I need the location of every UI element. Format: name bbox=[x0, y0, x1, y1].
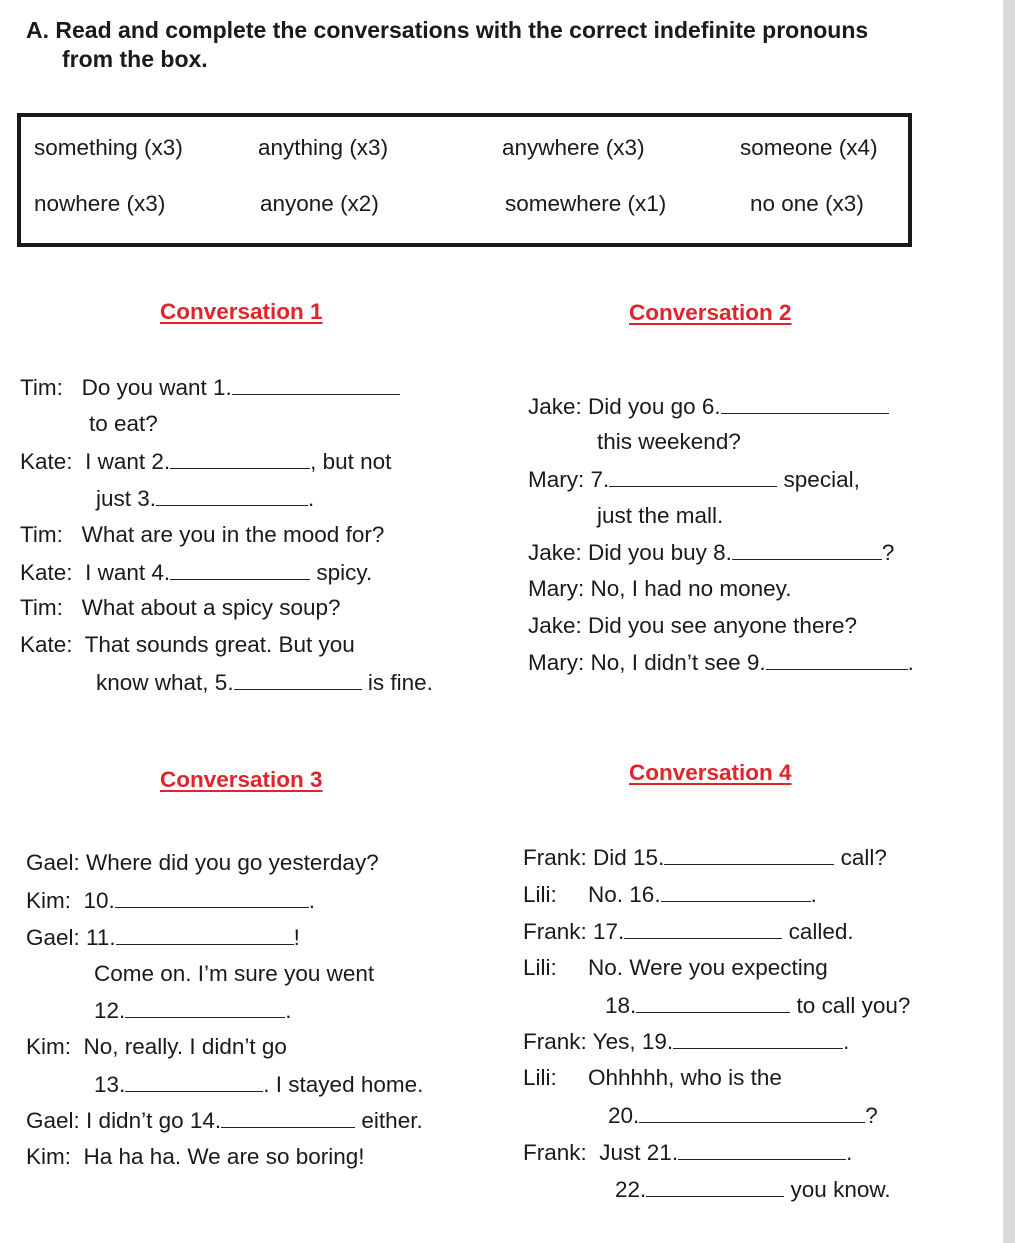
line-text: I want 2. bbox=[85, 449, 171, 474]
speaker: Kim: bbox=[26, 888, 71, 913]
dialogue-line bbox=[523, 1139, 852, 1166]
dialogue-line bbox=[20, 632, 355, 658]
line-text: 7. bbox=[590, 467, 610, 492]
speaker: Jake: bbox=[528, 540, 582, 565]
speaker: Jake: bbox=[528, 613, 582, 638]
speaker: Mary: bbox=[528, 650, 585, 675]
speaker: Mary: bbox=[528, 576, 585, 601]
answer-blank-8[interactable] bbox=[732, 539, 882, 560]
line-text: No. Were you expecting bbox=[588, 955, 828, 980]
dialogue-line bbox=[528, 576, 791, 602]
dialogue-line bbox=[528, 649, 914, 676]
line-text-after: special, bbox=[783, 467, 860, 492]
word-box-item: anyone (x2) bbox=[260, 191, 379, 216]
dialogue-line bbox=[528, 466, 860, 493]
dialogue-line bbox=[94, 997, 292, 1024]
answer-blank-12[interactable] bbox=[125, 997, 285, 1018]
dialogue-line bbox=[615, 1176, 891, 1203]
speaker: Lili: bbox=[523, 955, 557, 980]
dialogue-line bbox=[523, 918, 854, 945]
instructions-line-1: A. Read and complete the conversations with the correct indefinite pronouns bbox=[26, 17, 869, 43]
line-text-after: . bbox=[308, 486, 315, 511]
speaker: Tim: bbox=[20, 522, 63, 547]
answer-blank-7[interactable] bbox=[609, 466, 777, 487]
answer-blank-2[interactable] bbox=[170, 448, 310, 469]
line-text-after: . bbox=[810, 882, 817, 907]
speaker: Lili: bbox=[523, 882, 557, 907]
answer-blank-21[interactable] bbox=[678, 1139, 846, 1160]
line-text-after: either. bbox=[361, 1108, 423, 1133]
line-text-after: call? bbox=[840, 845, 887, 870]
line-text: No, I didn’t see 9. bbox=[590, 650, 766, 675]
speaker: Jake: bbox=[528, 394, 582, 419]
line-text: 17. bbox=[593, 919, 625, 944]
line-text-after: called. bbox=[788, 919, 854, 944]
exercise-instructions bbox=[26, 16, 986, 74]
line-text-after: ? bbox=[881, 540, 895, 565]
speaker: Kate: bbox=[20, 632, 73, 657]
dialogue-line bbox=[605, 992, 910, 1019]
speaker: Gael: bbox=[26, 850, 80, 875]
conversation-1-heading: Conversation 1 bbox=[160, 299, 323, 324]
word-box bbox=[17, 113, 912, 247]
speaker: Gael: bbox=[26, 1108, 80, 1133]
speaker: Kim: bbox=[26, 1144, 71, 1169]
instructions-line-2: from the box. bbox=[62, 46, 208, 72]
dialogue-line bbox=[20, 448, 391, 475]
word-box-item: someone (x4) bbox=[740, 135, 878, 160]
line-text: 13. bbox=[94, 1072, 126, 1097]
line-text-after: ? bbox=[865, 1103, 878, 1128]
speaker: Tim: bbox=[20, 595, 63, 620]
speaker: Kate: bbox=[20, 449, 73, 474]
dialogue-line bbox=[96, 669, 433, 696]
answer-blank-6[interactable] bbox=[721, 393, 889, 414]
answer-blank-1[interactable] bbox=[232, 374, 400, 395]
speaker: Frank: bbox=[523, 845, 587, 870]
answer-blank-15[interactable] bbox=[664, 844, 834, 865]
answer-blank-22[interactable] bbox=[646, 1176, 784, 1197]
line-text-after: . bbox=[285, 998, 292, 1023]
line-text: I didn’t go 14. bbox=[86, 1108, 222, 1133]
line-text: Ha ha ha. We are so boring! bbox=[83, 1144, 365, 1169]
line-text-after: . bbox=[907, 650, 914, 675]
word-box-item: somewhere (x1) bbox=[505, 191, 667, 216]
line-text: just the mall. bbox=[597, 503, 724, 528]
line-text: this weekend? bbox=[597, 429, 741, 454]
line-text: 20. bbox=[608, 1103, 640, 1128]
dialogue-line bbox=[523, 881, 817, 908]
line-text-after: spicy. bbox=[316, 560, 373, 585]
dialogue-line bbox=[94, 1071, 423, 1098]
conversation-4-heading: Conversation 4 bbox=[629, 760, 792, 785]
line-text: 11. bbox=[86, 925, 116, 950]
dialogue-line bbox=[26, 887, 315, 914]
conversation-3-heading: Conversation 3 bbox=[160, 767, 323, 792]
line-text-after: you know. bbox=[790, 1177, 891, 1202]
answer-blank-9[interactable] bbox=[766, 649, 908, 670]
word-box-item: no one (x3) bbox=[750, 191, 864, 216]
dialogue-line bbox=[597, 503, 723, 529]
line-text: What are you in the mood for? bbox=[81, 522, 385, 547]
line-text: Ohhhhh, who is the bbox=[588, 1065, 782, 1090]
dialogue-line bbox=[96, 485, 314, 512]
dialogue-line bbox=[523, 844, 887, 871]
dialogue-line bbox=[523, 1065, 782, 1091]
speaker: Tim: bbox=[20, 375, 63, 400]
answer-blank-5[interactable] bbox=[234, 669, 362, 690]
dialogue-line bbox=[523, 955, 828, 981]
line-text: That sounds great. But you bbox=[84, 632, 355, 657]
line-text: just 3. bbox=[96, 486, 157, 511]
dialogue-line bbox=[528, 393, 889, 420]
speaker: Frank: bbox=[523, 1029, 587, 1054]
line-text: 12. bbox=[94, 998, 126, 1023]
line-text: No, really. I didn’t go bbox=[83, 1034, 287, 1059]
line-text-after: is fine. bbox=[367, 670, 433, 695]
answer-blank-16[interactable] bbox=[661, 881, 811, 902]
line-text: Come on. I’m sure you went bbox=[94, 961, 375, 986]
line-text: Did 15. bbox=[593, 845, 665, 870]
line-text: 18. bbox=[605, 993, 637, 1018]
dialogue-line bbox=[20, 374, 400, 401]
word-box-item: anything (x3) bbox=[258, 135, 389, 160]
line-text: Just 21. bbox=[599, 1140, 679, 1165]
line-text: What about a spicy soup? bbox=[81, 595, 341, 620]
speaker: Frank: bbox=[523, 919, 587, 944]
conversation-2-heading: Conversation 2 bbox=[629, 300, 792, 325]
answer-blank-14[interactable] bbox=[221, 1107, 355, 1128]
dialogue-line bbox=[528, 539, 894, 566]
speaker: Frank: bbox=[523, 1140, 587, 1165]
dialogue-line bbox=[26, 1107, 423, 1134]
dialogue-line bbox=[20, 559, 372, 586]
dialogue-line bbox=[26, 1144, 365, 1170]
line-text: No, I had no money. bbox=[590, 576, 792, 601]
word-box-item: something (x3) bbox=[34, 135, 183, 160]
line-text-after: ! bbox=[293, 925, 300, 950]
line-text: to eat? bbox=[89, 411, 158, 436]
line-text: I want 4. bbox=[85, 560, 171, 585]
answer-blank-4[interactable] bbox=[170, 559, 310, 580]
dialogue-line bbox=[89, 411, 158, 437]
dialogue-line bbox=[26, 850, 379, 876]
word-box-item: anywhere (x3) bbox=[502, 135, 645, 160]
answer-blank-20[interactable] bbox=[639, 1102, 865, 1123]
line-text: Yes, 19. bbox=[592, 1029, 674, 1054]
dialogue-line bbox=[94, 961, 374, 987]
dialogue-line bbox=[523, 1028, 849, 1055]
line-text: Do you want 1. bbox=[81, 375, 232, 400]
line-text-after: to call you? bbox=[796, 993, 911, 1018]
answer-blank-13[interactable] bbox=[125, 1071, 263, 1092]
speaker: Gael: bbox=[26, 925, 80, 950]
line-text: 10. bbox=[83, 888, 115, 913]
speaker: Lili: bbox=[523, 1065, 557, 1090]
dialogue-line bbox=[26, 924, 300, 951]
answer-blank-19[interactable] bbox=[673, 1028, 843, 1049]
answer-blank-3[interactable] bbox=[156, 485, 308, 506]
dialogue-line bbox=[26, 1034, 287, 1060]
dialogue-line bbox=[528, 613, 857, 639]
dialogue-line bbox=[597, 429, 741, 455]
word-box-item: nowhere (x3) bbox=[34, 191, 166, 216]
answer-blank-11[interactable] bbox=[116, 924, 294, 945]
line-text: know what, 5. bbox=[96, 670, 234, 695]
line-text: Did you see anyone there? bbox=[588, 613, 857, 638]
line-text: Did you go 6. bbox=[588, 394, 721, 419]
line-text: Where did you go yesterday? bbox=[86, 850, 379, 875]
speaker: Kim: bbox=[26, 1034, 71, 1059]
dialogue-line bbox=[608, 1102, 878, 1129]
page-edge-bar bbox=[1003, 0, 1015, 1243]
dialogue-line bbox=[20, 522, 384, 548]
line-text-after: . bbox=[308, 888, 316, 913]
answer-blank-18[interactable] bbox=[636, 992, 790, 1013]
line-text: Did you buy 8. bbox=[588, 540, 732, 565]
dialogue-line bbox=[20, 595, 341, 621]
line-text-after: , but not bbox=[310, 449, 392, 474]
answer-blank-10[interactable] bbox=[115, 887, 309, 908]
speaker: Mary: bbox=[528, 467, 585, 492]
line-text-after: . bbox=[846, 1140, 853, 1165]
speaker: Kate: bbox=[20, 560, 73, 585]
line-text-after: . bbox=[843, 1029, 850, 1054]
line-text: No. 16. bbox=[588, 882, 661, 907]
line-text: 22. bbox=[615, 1177, 647, 1202]
answer-blank-17[interactable] bbox=[624, 918, 782, 939]
line-text-after: . I stayed home. bbox=[263, 1072, 424, 1097]
